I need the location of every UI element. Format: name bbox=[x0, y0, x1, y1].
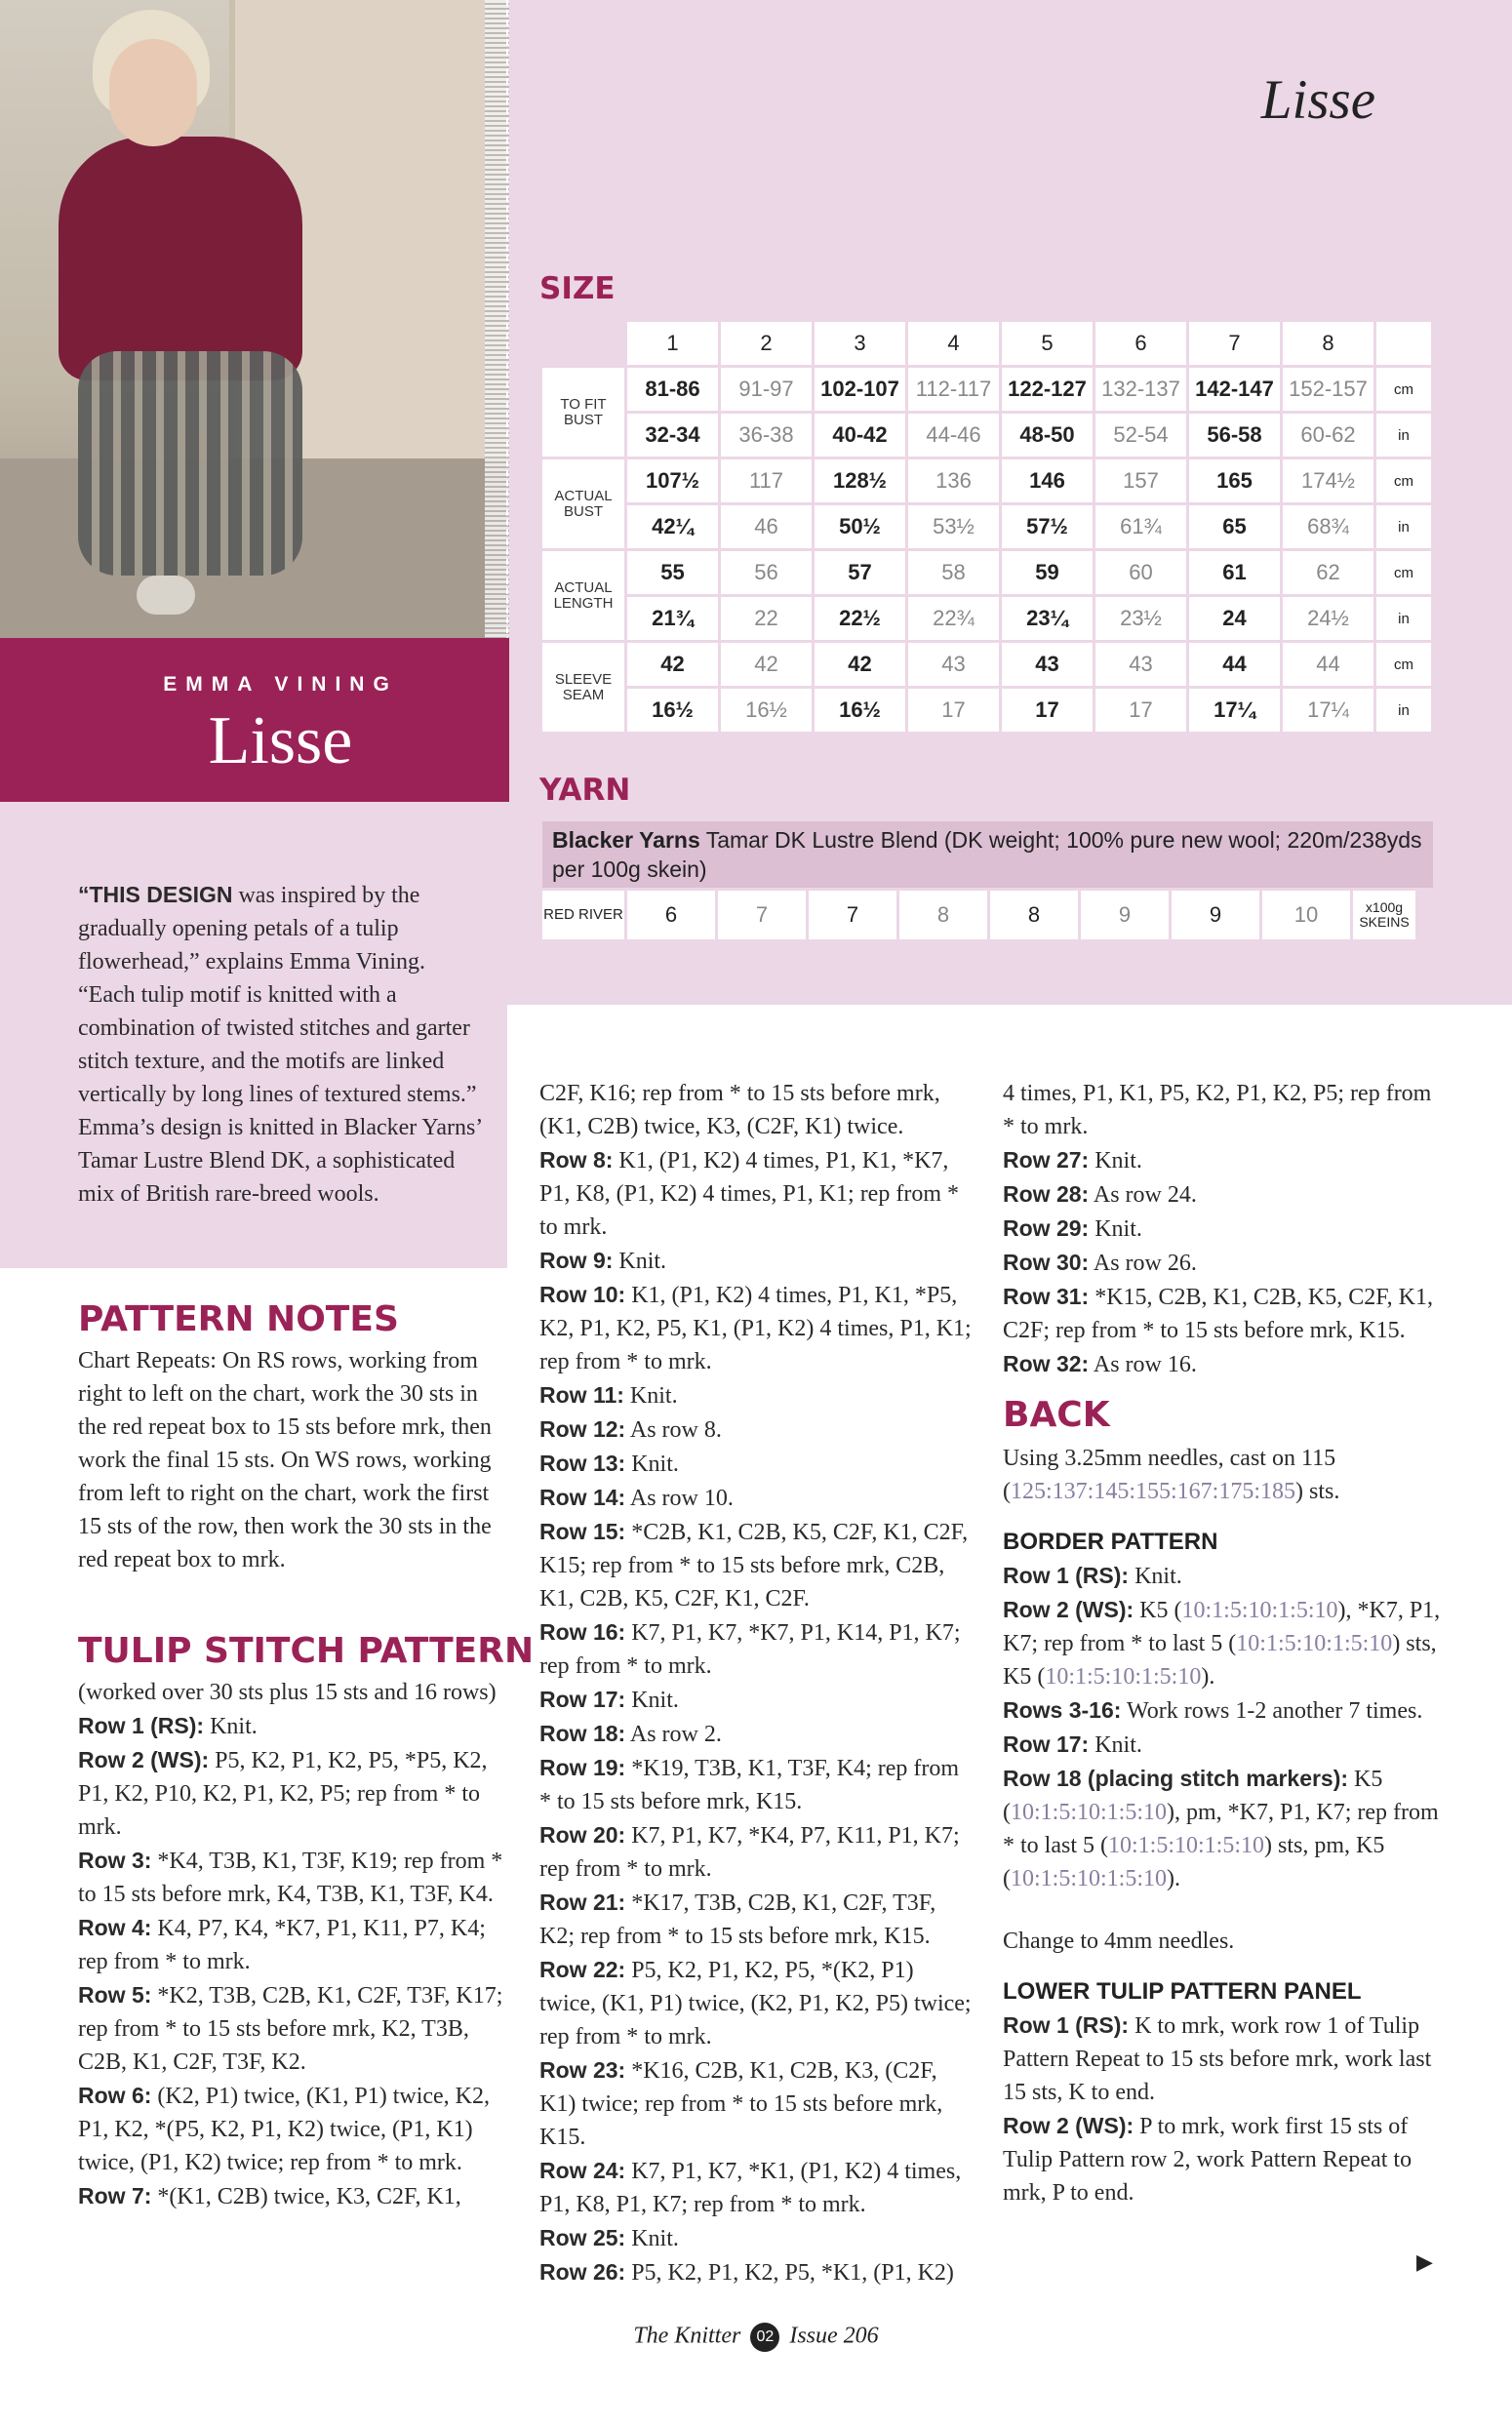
magazine-name: The Knitter bbox=[633, 2323, 741, 2349]
size-cell: 128½ bbox=[815, 459, 905, 502]
pattern-row bbox=[78, 1709, 507, 1743]
yarn-cell: 9 bbox=[1081, 891, 1169, 939]
row-text: K7, P1, K7, *K4, P7, K11, P1, K7; rep from * to mrk. bbox=[539, 1823, 960, 1882]
pattern-row bbox=[1003, 1246, 1442, 1280]
row-text: *K4, T3B, K1, T3F, K19; rep from * to 15 sts before mrk, K4, T3B, K1, T3F, K4. bbox=[78, 1849, 503, 1907]
row-label: Row 26: bbox=[539, 2259, 626, 2285]
cast-on-text: Using 3.25mm needles, cast on 115 (125:137:145:155:167:175:185) sts. bbox=[1003, 1446, 1340, 1504]
size-cell: 40-42 bbox=[815, 414, 905, 457]
row-text: *K17, T3B, C2B, K1, C2F, T3F, K2; rep from * to 15 sts before mrk, K15. bbox=[539, 1890, 936, 1949]
pattern-row bbox=[539, 2221, 974, 2255]
yarn-details: Tamar DK Lustre Blend (DK weight; 100% pure new wool; 220m/238yds per 100g skein) bbox=[552, 827, 1422, 882]
issue-number: Issue 206 bbox=[789, 2323, 879, 2349]
pattern-row bbox=[78, 2079, 507, 2179]
size-heading: SIZE bbox=[539, 271, 616, 306]
size-unit: cm bbox=[1376, 459, 1431, 502]
size-cell: 61¾ bbox=[1095, 505, 1186, 548]
row-label: Row 31: bbox=[1003, 1284, 1090, 1309]
row-text: Knit. bbox=[1089, 1216, 1142, 1242]
pattern-row bbox=[539, 1615, 974, 1683]
pattern-row bbox=[1003, 1077, 1442, 1143]
pattern-row: Row 2 (WS): P to mrk, work first 15 sts of Tulip Pattern row 2, work Pattern Repeat to mrk, P to end. bbox=[1003, 2113, 1413, 2206]
row-text: K1, (P1, K2) 4 times, P1, K1, *K7, P1, K8, (P1, K2) 4 times, P1, K1; rep from * to mrk. bbox=[539, 1148, 959, 1240]
size-cell: 16½ bbox=[721, 689, 812, 732]
row-text: As row 26. bbox=[1089, 1251, 1197, 1276]
size-cell: 53½ bbox=[908, 505, 999, 548]
yarn-cell: 6 bbox=[627, 891, 715, 939]
row-text: K7, P1, K7, *K7, P1, K14, P1, K7; rep from * to mrk. bbox=[539, 1620, 961, 1679]
size-cell: 44-46 bbox=[908, 414, 999, 457]
row-text: Knit. bbox=[613, 1249, 667, 1274]
row-label: Row 11: bbox=[539, 1382, 624, 1408]
row-text: *K2, T3B, C2B, K1, C2F, T3F, K17; rep from * to 15 sts before mrk, K2, T3B, C2B, K1, C2F, T3F, K2. bbox=[78, 1983, 503, 2075]
pattern-row bbox=[539, 1953, 974, 2053]
row-text: P5, K2, P1, K2, P5, *(K2, P1) twice, (K1, P1) twice, (K2, P1, K2, P5) twice; rep from * to mrk. bbox=[539, 1958, 972, 2049]
pattern-row bbox=[539, 1683, 974, 1717]
yarn-quantity-table bbox=[539, 888, 1418, 942]
size-col: 5 bbox=[1002, 322, 1093, 365]
size-cell: 22½ bbox=[815, 597, 905, 640]
size-cell: 43 bbox=[1002, 643, 1093, 686]
size-table bbox=[539, 319, 1434, 735]
size-row bbox=[542, 368, 1431, 411]
back-text bbox=[1003, 1442, 1442, 2209]
row-text: *K16, C2B, K1, C2B, K3, (C2F, K1) twice; rep from * to 15 sts before mrk, K15. bbox=[539, 2058, 943, 2150]
size-unit: in bbox=[1376, 597, 1431, 640]
size-cell: 112-117 bbox=[908, 368, 999, 411]
size-cell: 60 bbox=[1095, 551, 1186, 594]
row-label: Row 24: bbox=[539, 2158, 626, 2183]
size-cell: 60-62 bbox=[1283, 414, 1373, 457]
pattern-row bbox=[78, 1978, 507, 2079]
size-col: 3 bbox=[815, 322, 905, 365]
size-cell: 23½ bbox=[1095, 597, 1186, 640]
model-photo bbox=[0, 0, 509, 638]
size-cell: 146 bbox=[1002, 459, 1093, 502]
size-cell: 91-97 bbox=[721, 368, 812, 411]
pattern-row bbox=[539, 1447, 974, 1481]
row-label: Row 15: bbox=[539, 1519, 626, 1544]
row-text: K1, (P1, K2) 4 times, P1, K1, *P5, K2, P1, K2, P5, K1, (P1, K2) 4 times, P1, K1; rep from * to mrk. bbox=[539, 1283, 972, 1374]
row-text: Knit. bbox=[625, 1688, 679, 1713]
row-label: Row 23: bbox=[539, 2057, 626, 2083]
ribbon-title: Lisse bbox=[208, 703, 353, 778]
size-row-label: ACTUAL BUST bbox=[542, 459, 624, 548]
row-label: Row 5: bbox=[78, 1982, 152, 2008]
pattern-row bbox=[539, 1481, 974, 1515]
size-col: 6 bbox=[1095, 322, 1186, 365]
pattern-row bbox=[78, 1911, 507, 1978]
size-cell: 142-147 bbox=[1189, 368, 1280, 411]
row-label: Row 21: bbox=[539, 1890, 626, 1915]
size-cell: 16½ bbox=[627, 689, 718, 732]
size-header-row bbox=[542, 322, 1431, 365]
size-cell: 48-50 bbox=[1002, 414, 1093, 457]
row-label: Row 13: bbox=[539, 1451, 626, 1476]
row-label: Row 17: bbox=[539, 1687, 626, 1712]
size-cell: 17 bbox=[1002, 689, 1093, 732]
row-text: K4, P7, K4, *K7, P1, K11, P7, K4; rep from * to mrk. bbox=[78, 1916, 486, 1974]
pattern-row bbox=[539, 1751, 974, 1818]
intro-text bbox=[78, 878, 488, 1211]
intro-lead: “THIS DESIGN bbox=[78, 882, 233, 907]
size-cell: 22 bbox=[721, 597, 812, 640]
pattern-row bbox=[539, 1077, 974, 1143]
pattern-row bbox=[539, 1412, 974, 1447]
row-label: Row 30: bbox=[1003, 1250, 1090, 1275]
size-cell: 58 bbox=[908, 551, 999, 594]
pattern-row bbox=[1003, 1347, 1442, 1381]
size-cell: 56-58 bbox=[1189, 414, 1280, 457]
size-cell: 157 bbox=[1095, 459, 1186, 502]
size-cell: 56 bbox=[721, 551, 812, 594]
size-cell: 22¾ bbox=[908, 597, 999, 640]
yarn-cell: 8 bbox=[899, 891, 987, 939]
size-cell: 57½ bbox=[1002, 505, 1093, 548]
pattern-row bbox=[539, 1143, 974, 1244]
size-cell: 21¾ bbox=[627, 597, 718, 640]
change-needles: Change to 4mm needles. bbox=[1003, 1929, 1235, 1954]
yarn-description bbox=[542, 821, 1433, 888]
yarn-cell: 8 bbox=[990, 891, 1078, 939]
size-col: 1 bbox=[627, 322, 718, 365]
yarn-colour-label: RED RIVER bbox=[542, 891, 624, 939]
size-cell: 17¼ bbox=[1189, 689, 1280, 732]
size-cell: 16½ bbox=[815, 689, 905, 732]
size-row bbox=[542, 459, 1431, 502]
row-text: P5, K2, P1, K2, P5, *P5, K2, P1, K2, P10, K2, P1, K2, P5; rep from * to mrk. bbox=[78, 1748, 488, 1840]
size-cell: 52-54 bbox=[1095, 414, 1186, 457]
row-text: K7, P1, K7, *K1, (P1, K2) 4 times, P1, K8, P1, K7; rep from * to mrk. bbox=[539, 2159, 962, 2217]
row-text: *K15, C2B, K1, C2B, K5, C2F, K1, C2F; rep from * to 15 sts before mrk, K15. bbox=[1003, 1285, 1433, 1343]
row-label: Row 6: bbox=[78, 2083, 152, 2108]
size-cell: 23¼ bbox=[1002, 597, 1093, 640]
size-cell: 36-38 bbox=[721, 414, 812, 457]
pattern-row bbox=[78, 1844, 507, 1911]
size-cell: 117 bbox=[721, 459, 812, 502]
row-text: As row 10. bbox=[625, 1486, 734, 1511]
size-cell: 42 bbox=[815, 643, 905, 686]
pattern-row bbox=[539, 1244, 974, 1278]
row-text: Knit. bbox=[623, 1383, 678, 1409]
row-label: Row 32: bbox=[1003, 1351, 1090, 1376]
row-label: Row 29: bbox=[1003, 1215, 1090, 1241]
tulip-column-2 bbox=[539, 1077, 974, 2289]
row-label: Row 14: bbox=[539, 1485, 626, 1510]
row-text: 4 times, P1, K1, P5, K2, P1, K2, P5; rep from * to mrk. bbox=[1003, 1081, 1432, 1139]
size-unit: in bbox=[1376, 689, 1431, 732]
size-row bbox=[542, 505, 1431, 548]
row-label: Row 8: bbox=[539, 1147, 614, 1173]
yarn-unit: x100g SKEINS bbox=[1353, 891, 1415, 939]
page-title: Lisse bbox=[1260, 69, 1375, 131]
intro-body: was inspired by the gradually opening petals of a tulip flowerhead,” explains Emma Vining. “Each tulip motif is knitted with a combination of twisted stitches and garter stitch texture, and the motifs are linked vertically by long lines of textured stems.” Emma’s design is knitted in Blacker Yarns’ Tamar Lustre Blend DK, a sophisticated mix of British rare-breed wools. bbox=[78, 883, 482, 1207]
pattern-row bbox=[539, 1717, 974, 1751]
row-text: *C2B, K1, C2B, K5, C2F, K1, C2F, K15; rep from * to 15 sts before mrk, C2B, K1, C2B, K5, C2F, K1, C2F. bbox=[539, 1520, 969, 1611]
pattern-notes-heading: PATTERN NOTES bbox=[78, 1299, 399, 1339]
pattern-notes-text: Chart Repeats: On RS rows, working from right to left on the chart, work the 30 sts in the red repeat box to 15 sts before mrk, then work the final 15 sts. On WS rows, working from left to right on the chart, work the first 15 sts of the row, then work the 30 sts in the red repeat box to mrk. bbox=[78, 1348, 492, 1572]
size-unit: cm bbox=[1376, 368, 1431, 411]
yarn-cell: 9 bbox=[1172, 891, 1259, 939]
pattern-row: Rows 3-16: Work rows 1-2 another 7 times. bbox=[1003, 1697, 1423, 1724]
size-cell: 81-86 bbox=[627, 368, 718, 411]
row-text: As row 8. bbox=[625, 1417, 722, 1443]
size-cell: 46 bbox=[721, 505, 812, 548]
size-cell: 43 bbox=[908, 643, 999, 686]
row-label: Row 12: bbox=[539, 1416, 626, 1442]
size-cell: 165 bbox=[1189, 459, 1280, 502]
next-page-arrow-icon: ▶ bbox=[1416, 2249, 1433, 2274]
tulip-column-1 bbox=[78, 1676, 507, 2213]
tulip-column-3 bbox=[1003, 1077, 1442, 1381]
pattern-row: Row 18 (placing stitch markers): K5 (10:1:5:10:1:5:10), pm, *K7, P1, K7; rep from * to last 5 (10:1:5:10:1:5:10) sts, pm, K5 (10:1:5:10:1:5:10). bbox=[1003, 1766, 1439, 1891]
size-cell: 174½ bbox=[1283, 459, 1373, 502]
size-row bbox=[542, 414, 1431, 457]
size-cell: 65 bbox=[1189, 505, 1280, 548]
size-row bbox=[542, 597, 1431, 640]
page-number: 02 bbox=[750, 2323, 779, 2352]
size-cell: 132-137 bbox=[1095, 368, 1186, 411]
border-heading: BORDER PATTERN bbox=[1003, 1529, 1218, 1555]
size-cell: 32-34 bbox=[627, 414, 718, 457]
size-cell: 24 bbox=[1189, 597, 1280, 640]
row-label: Row 19: bbox=[539, 1755, 626, 1780]
row-label: Row 20: bbox=[539, 1822, 626, 1848]
row-text: As row 24. bbox=[1089, 1182, 1197, 1208]
size-row bbox=[542, 551, 1431, 594]
yarn-brand: Blacker Yarns bbox=[552, 827, 700, 853]
yarn-cell: 10 bbox=[1262, 891, 1350, 939]
yarn-row bbox=[542, 891, 1415, 939]
pattern-row bbox=[539, 1278, 974, 1378]
tulip-intro: (worked over 30 sts plus 15 sts and 16 rows) bbox=[78, 1680, 497, 1705]
yarn-heading: YARN bbox=[539, 773, 631, 808]
size-cell: 44 bbox=[1283, 643, 1373, 686]
size-cell: 17¼ bbox=[1283, 689, 1373, 732]
size-cell: 44 bbox=[1189, 643, 1280, 686]
page-footer bbox=[0, 2323, 1512, 2352]
yarn-cell: 7 bbox=[809, 891, 896, 939]
size-cell: 50½ bbox=[815, 505, 905, 548]
row-label: Row 10: bbox=[539, 1282, 626, 1307]
size-unit: in bbox=[1376, 414, 1431, 457]
size-row bbox=[542, 689, 1431, 732]
pattern-row bbox=[539, 2053, 974, 2154]
row-label: Row 25: bbox=[539, 2225, 626, 2250]
pattern-row bbox=[1003, 1280, 1442, 1347]
row-text: Knit. bbox=[625, 2226, 679, 2251]
size-col: 4 bbox=[908, 322, 999, 365]
pattern-row: Row 17: Knit. bbox=[1003, 1731, 1142, 1758]
row-label: Row 4: bbox=[78, 1915, 152, 1940]
pattern-row: Row 2 (WS): K5 (10:1:5:10:1:5:10), *K7, P1, K7; rep from * to last 5 (10:1:5:10:1:5:10) sts, K5 (10:1:5:10:1:5:10). bbox=[1003, 1597, 1441, 1690]
size-unit: cm bbox=[1376, 551, 1431, 594]
size-cell: 42 bbox=[627, 643, 718, 686]
size-row-label: SLEEVE SEAM bbox=[542, 643, 624, 732]
row-label: Row 27: bbox=[1003, 1147, 1090, 1173]
tulip-heading: TULIP STITCH PATTERN bbox=[78, 1631, 535, 1671]
row-label: Row 9: bbox=[539, 1248, 614, 1273]
row-text: As row 16. bbox=[1089, 1352, 1197, 1377]
pattern-row bbox=[539, 1818, 974, 1886]
size-cell: 102-107 bbox=[815, 368, 905, 411]
row-text: As row 2. bbox=[625, 1722, 722, 1747]
lower-panel-heading: LOWER TULIP PATTERN PANEL bbox=[1003, 1978, 1362, 2005]
size-col: 8 bbox=[1283, 322, 1373, 365]
row-label: Row 2 (WS): bbox=[78, 1747, 210, 1772]
size-cell: 24½ bbox=[1283, 597, 1373, 640]
size-row-label: TO FIT BUST bbox=[542, 368, 624, 457]
size-cell: 42 bbox=[721, 643, 812, 686]
size-cell: 17 bbox=[908, 689, 999, 732]
size-cell: 42¼ bbox=[627, 505, 718, 548]
pattern-row: Row 1 (RS): K to mrk, work row 1 of Tulip Pattern Repeat to 15 sts before mrk, work last 15 sts, K to end. bbox=[1003, 2012, 1432, 2105]
size-cell: 136 bbox=[908, 459, 999, 502]
size-unit: in bbox=[1376, 505, 1431, 548]
row-text: Knit. bbox=[625, 1452, 679, 1477]
row-label: Row 7: bbox=[78, 2183, 152, 2208]
size-cell: 43 bbox=[1095, 643, 1186, 686]
size-cell: 61 bbox=[1189, 551, 1280, 594]
size-cell: 59 bbox=[1002, 551, 1093, 594]
size-row bbox=[542, 643, 1431, 686]
back-heading: BACK bbox=[1003, 1395, 1110, 1435]
size-row-label: ACTUAL LENGTH bbox=[542, 551, 624, 640]
pattern-row bbox=[539, 1886, 974, 1953]
size-unit: cm bbox=[1376, 643, 1431, 686]
pattern-row bbox=[1003, 1143, 1442, 1177]
size-cell: 107½ bbox=[627, 459, 718, 502]
row-text: *K19, T3B, K1, T3F, K4; rep from * to 15 sts before mrk, K15. bbox=[539, 1756, 960, 1814]
size-cell: 122-127 bbox=[1002, 368, 1093, 411]
size-cell: 55 bbox=[627, 551, 718, 594]
size-cell: 62 bbox=[1283, 551, 1373, 594]
size-cell: 152-157 bbox=[1283, 368, 1373, 411]
row-text: C2F, K16; rep from * to 15 sts before mrk, (K1, C2B) twice, K3, (C2F, K1) twice. bbox=[539, 1081, 940, 1139]
pattern-row bbox=[539, 1378, 974, 1412]
pattern-row bbox=[539, 2154, 974, 2221]
yarn-cell: 7 bbox=[718, 891, 806, 939]
designer-name: EMMA VINING bbox=[163, 673, 398, 696]
pattern-row bbox=[78, 1743, 507, 1844]
row-label: Row 3: bbox=[78, 1848, 152, 1873]
row-text: *(K1, C2B) twice, K3, C2F, K1, bbox=[151, 2184, 461, 2209]
pattern-row: Row 1 (RS): Knit. bbox=[1003, 1563, 1182, 1589]
row-text: Knit. bbox=[1089, 1148, 1142, 1174]
size-cell: 68¾ bbox=[1283, 505, 1373, 548]
row-text: Knit. bbox=[204, 1714, 258, 1739]
row-label: Row 1 (RS): bbox=[78, 1713, 205, 1738]
size-col: 7 bbox=[1189, 322, 1280, 365]
row-label: Row 28: bbox=[1003, 1181, 1090, 1207]
pattern-row bbox=[78, 2179, 507, 2213]
pattern-row bbox=[539, 1515, 974, 1615]
size-col: 2 bbox=[721, 322, 812, 365]
row-text: (K2, P1) twice, (K1, P1) twice, K2, P1, K2, *(P5, K2, P1, K2) twice, (P1, K1) twice, (P1, K2) twice; rep from * to mrk. bbox=[78, 2084, 490, 2175]
pattern-row bbox=[539, 2255, 974, 2289]
row-text: P5, K2, P1, K2, P5, *K1, (P1, K2) bbox=[625, 2260, 954, 2286]
pattern-row bbox=[1003, 1177, 1442, 1212]
size-cell: 17 bbox=[1095, 689, 1186, 732]
row-label: Row 16: bbox=[539, 1619, 626, 1645]
size-cell: 57 bbox=[815, 551, 905, 594]
pattern-row bbox=[1003, 1212, 1442, 1246]
row-label: Row 18: bbox=[539, 1721, 626, 1746]
row-label: Row 22: bbox=[539, 1957, 626, 1982]
